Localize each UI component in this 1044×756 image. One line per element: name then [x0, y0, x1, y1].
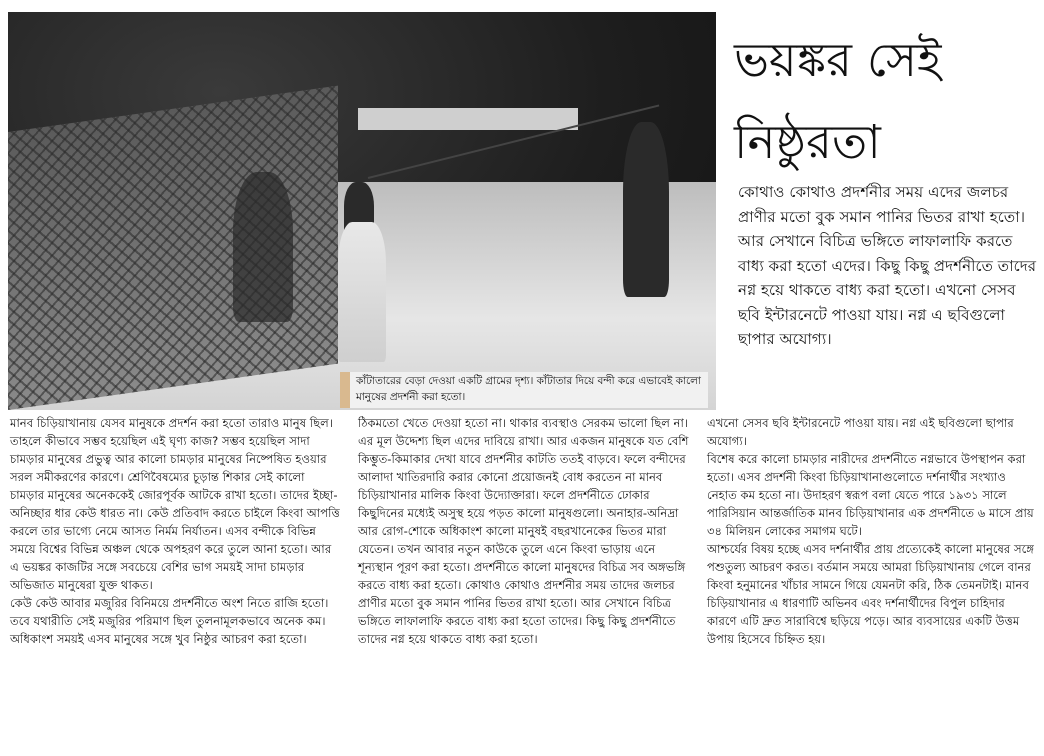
column-2-paragraph: ঠিকমতো খেতে দেওয়া হতো না। থাকার ব্যবস্থাও সেরকম ভালো ছিল না। এর মূল উদ্দেশ্য ছিল এদের দাবিয়ে রাখা। আর একজন মানুষকে যত বেশি কিম্ভুত-কিমাকার দেখা যাবে প্রদর্শনীর কাটতি ততই বাড়বে। ফলে বন্দীদের আলাদা খাতিরদারি করার কোনো প্রয়োজনই বোধ করতেন না মানব চিড়িয়াখানার মালিক কিংবা উদ্যোক্তারা। ফলে প্রদর্শনীতে ঢোকার কিছুদিনের মধ্যেই অসুস্থ হয়ে পড়ত কালো মানুষগুলো। অনাহার-অনিদ্রা আর রোগ-শোকে অধিকাংশ কালো মানুষই বছরখানেকের ভিতর মারা যেতেন। তখন আবার নতুন কাউকে তুলে এনে কিংবা ভাড়ায় এনে শূন্যস্থান পূরণ করা হতো। প্রদর্শনীতে কালো মানুষদের বিচিত্র সব অঙ্গভঙ্গি করতে বাধ্য করা হতো। কোথাও কোথাও প্রদর্শনীর সময় তাদের জলচর প্রাণীর মতো বুক সমান পানির ভিতর রাখা হতো। আর সেখানে বিচিত্র ভঙ্গিতে লাফালাফি করতে বাধ্য করা হতো তাদের। কিছু কিছু প্রদর্শনীতে তাদের নগ্ন হয়ে থাকতে বাধ্য করা হতো। [358, 416, 689, 646]
text-column-1 [10, 414, 340, 754]
photo-figure-guard [623, 122, 669, 297]
headline-line-1: ভয়ঙ্কর সেই [734, 33, 942, 88]
article-headline [734, 20, 1034, 184]
photo-figure-crowd [233, 172, 293, 322]
article-photo [8, 12, 716, 410]
photo-shed-roof [358, 108, 578, 130]
column-3-paragraph: এখনো সেসব ছবি ইন্টারনেটে পাওয়া যায়। নগ্ন এই ছবিগুলো ছাপার অযোগ্য। [707, 416, 1014, 448]
column-1-paragraph: মানব চিড়িয়াখানায় যেসব মানুষকে প্রদর্শন করা হতো তারাও মানুষ ছিল। তাহলে কীভাবে সম্ভব হয়েছিল এই ঘৃণ্য কাজ? সম্ভব হয়েছিল সাদা চামড়ার মানুষের প্রভুত্ব আর কালো চামড়ার মানুষের নিষ্পেষিত হওয়ার সরল সমীকরণের কারণে। শ্রেণিবৈষম্যের চূড়ান্ত শিকার সেই কালো চামড়ার মানুষের অনেককেই জোরপূর্বক আটকে রাখা হতো। তাদের ইচ্ছা-অনিচ্ছার ধার কেউ ধারত না। কেউ প্রতিবাদ করতে চাইলে কিংবা আপত্তি করলে তার ভাগ্যে নেমে আসত নির্মম নির্যাতন। এসব বন্দীকে বিভিন্ন সময়ে বিশ্বের বিভিন্ন অঞ্চল থেকে অপহরণ করে তুলে আনা হতো। আর এ ভয়ঙ্কর কাজটির সঙ্গে সবচেয়ে বেশির ভাগ সময়ই সাদা চামড়ার অভিজাত মানুষেরা যুক্ত থাকত। [10, 416, 340, 592]
column-1-paragraph: কেউ কেউ আবার মজুরির বিনিময়ে প্রদর্শনীতে অংশ নিতে রাজি হতো। তবে যথারীতি সেই মজুরির পরিমাণ ছিল তুলনামূলকভাবে অনেক কম। অধিকাংশ সময়ই এসব মানুষের সঙ্গে খুব নিষ্ঠুর আচরণ করা হতো। [10, 596, 329, 646]
column-3-paragraph: বিশেষ করে কালো চামড়ার নারীদের প্রদর্শনীতে নগ্নভাবে উপস্থাপন করা হতো। এসব প্রদর্শনী কিংবা চিড়িয়াখানাগুলোতে দর্শনার্থীর সংখ্যাও নেহাত কম হতো না। উদাহরণ স্বরূপ বলা যেতে পারে ১৯৩১ সালে পারিসিয়ান আন্তর্জাতিক মানব চিড়িয়াখানার এক প্রদর্শনীতে ৬ মাসে প্রায় ৩৪ মিলিয়ন লোকের সমাগম ঘটে। [707, 452, 1034, 538]
text-column-3 [707, 414, 1037, 754]
photo-caption: কাঁটাতারের বেড়া দেওয়া একটি গ্রামের দৃশ্য। কাঁটাতার দিয়ে বন্দী করে এভাবেই কালো মানুষের প্রদর্শনী করা হতো। [340, 372, 708, 408]
text-column-2 [358, 414, 690, 754]
article-lede: কোথাও কোথাও প্রদর্শনীর সময় এদের জলচর প্রাণীর মতো বুক সমান পানির ভিতর রাখা হতো। আর সেখানে বিচিত্র ভঙ্গিতে লাফালাফি করতে বাধ্য করা হতো এদের। কিছু কিছু প্রদর্শনীতে তাদের নগ্ন হয়ে থাকতে বাধ্য করা হতো। এখনো সেসব ছবি ইন্টারনেটে পাওয়া যায়। নগ্ন এ ছবিগুলো ছাপার অযোগ্য। [738, 183, 1037, 348]
photo-figure-woman [338, 222, 386, 362]
column-3-paragraph: আশ্চর্যের বিষয় হচ্ছে এসব দর্শনার্থীর প্রায় প্রত্যেকেই কালো মানুষের সঙ্গে পশুতুল্য আচরণ করত। বর্তমান সময়ে আমরা চিড়িয়াখানায় গেলে বানর কিংবা হনুমানের খাঁচার সামনে গিয়ে যেমনটা করি, ঠিক তেমনটাই। মানব চিড়িয়াখানার এ ধারণাটি অভিনব এবং দর্শনার্থীদের বিপুল চাহিদার কারণে এটি দ্রুত সারাবিশ্বে ছড়িয়ে পড়ে। আর ব্যবসায়ের একটি উত্তম উপায় হিসেবে চিহ্নিত হয়। [707, 542, 1034, 646]
headline-line-2: নিষ্ঠুরতা [734, 115, 881, 170]
